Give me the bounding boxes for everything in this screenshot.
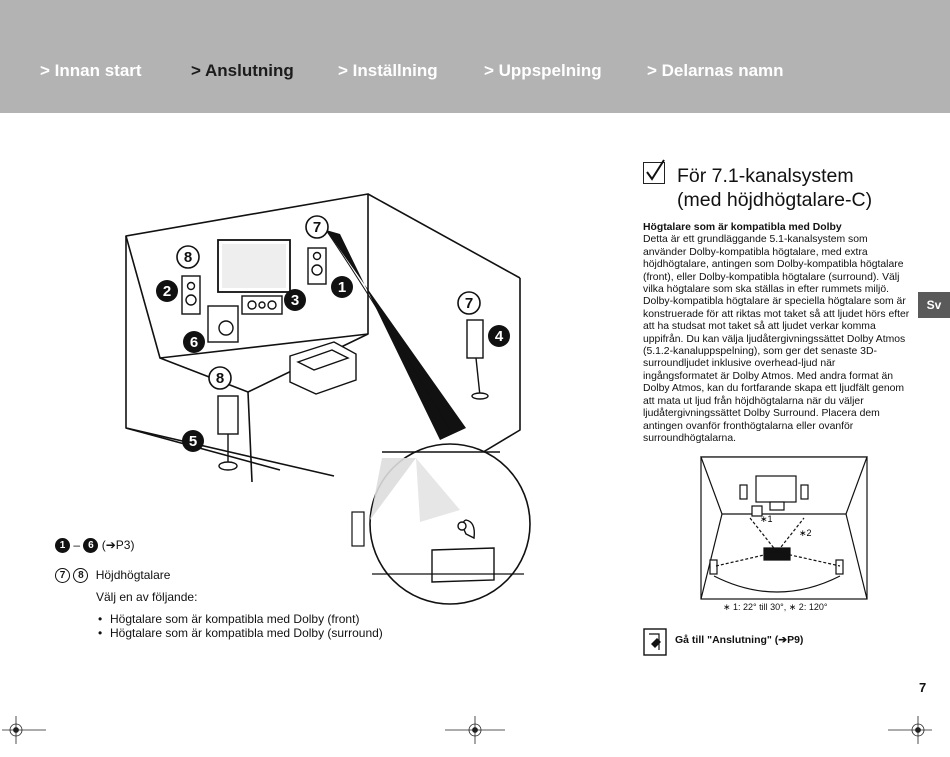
body-subhead: Högtalare som är kompatibla med Dolby bbox=[643, 222, 842, 233]
legend-bullet-surround: • Högtalare som är kompatibla med Dolby (surround) bbox=[110, 626, 383, 640]
speaker-badge-7b: 7 bbox=[464, 295, 474, 312]
body-paragraph: Detta är ett grundläggande 5.1-kanalsystem som använder Dolby-kompatibla högtalare, med extra höjdhögtalare, antingen som Dolby-kompatibla högtalare (front), eller Dolby-kompatibla högtalare (surround). Välj vilka högtalare som ska ställas in efter rummets miljö. Dolby-kompatibla högtalare är speciella högtalare som är konstruerade för att riktas mot taket så att ljudet hörs efter att ha studsat mot taket så att ljudet verkar komma uppifrån. Du kan välja ljudåtergivningssättet Dolby Atmos (5.1.2-kanaluppspelning), som ger det senaste 3D-surroundljudet inklusive overhead-ljud när ingångsformatet är Dolby Atmos. Med andra format än Dolby Atmos, kan du fortfarande skapa ett ljudfält genom att mata ut ljud från höjdhögtalarna när du väljer ljudåtergivningssättet Dolby Surround. Placera dem antingen ovanför fronthögtalarna eller ovanför surroundhögtalarna. bbox=[643, 234, 910, 444]
title-line-1: För 7.1-kanalsystem bbox=[677, 165, 854, 187]
body-text bbox=[643, 222, 911, 445]
speaker-badge-5: 5 bbox=[188, 433, 198, 450]
nav-item-delarnas-namn[interactable]: > Delarnas namn bbox=[647, 61, 784, 80]
nav-band bbox=[0, 0, 950, 113]
nav-item-uppspelning[interactable]: > Uppspelning bbox=[484, 61, 602, 80]
speaker-badge-2: 2 bbox=[162, 283, 172, 300]
legend-height-b: 8 bbox=[73, 568, 88, 583]
legend-bullet-front: • Högtalare som är kompatibla med Dolby (front) bbox=[110, 612, 359, 626]
nav-item-anslutning[interactable]: > Anslutning bbox=[191, 61, 294, 80]
nav-item-innan-start[interactable]: > Innan start bbox=[40, 61, 142, 80]
nav-item-installning[interactable]: > Inställning bbox=[338, 61, 438, 80]
legend-height-a: 7 bbox=[55, 568, 70, 583]
page-link-icon bbox=[643, 628, 671, 658]
legend-range-dash: – bbox=[73, 538, 81, 552]
speaker-badge-8b: 8 bbox=[215, 370, 225, 387]
speaker-badge-7a: 7 bbox=[312, 219, 322, 236]
title-line-2: (med höjdhögtalare-C) bbox=[677, 189, 873, 211]
speaker-badge-1: 1 bbox=[337, 279, 347, 296]
legend-range-end: 6 bbox=[83, 538, 98, 553]
section-nav bbox=[0, 61, 950, 87]
angle-marker-1: ∗1 bbox=[760, 514, 773, 524]
speaker-badge-8a: 8 bbox=[183, 249, 193, 266]
legend-choose: Välj en av följande: bbox=[96, 590, 198, 604]
language-tab: Sv bbox=[918, 292, 950, 318]
legend-height-label: Höjdhögtalare bbox=[95, 568, 171, 582]
angle-caption: ∗ 1: 22° till 30°, ∗ 2: 120° bbox=[723, 602, 828, 612]
goto-link[interactable] bbox=[643, 628, 804, 658]
speaker-angle-diagram bbox=[700, 456, 868, 600]
angle-marker-2: ∗2 bbox=[799, 528, 812, 538]
page-number: 7 bbox=[919, 680, 927, 695]
legend-range-ref: (➔P3) bbox=[101, 538, 135, 552]
speaker-badge-3: 3 bbox=[290, 292, 300, 309]
goto-text[interactable]: Gå till "Anslutning" (➔P9) bbox=[675, 634, 804, 646]
speaker-badge-4: 4 bbox=[494, 328, 504, 345]
checkmark-icon bbox=[643, 162, 665, 184]
room-illustration bbox=[120, 190, 540, 610]
speaker-badge-6: 6 bbox=[189, 334, 199, 351]
legend-range-start: 1 bbox=[55, 538, 70, 553]
